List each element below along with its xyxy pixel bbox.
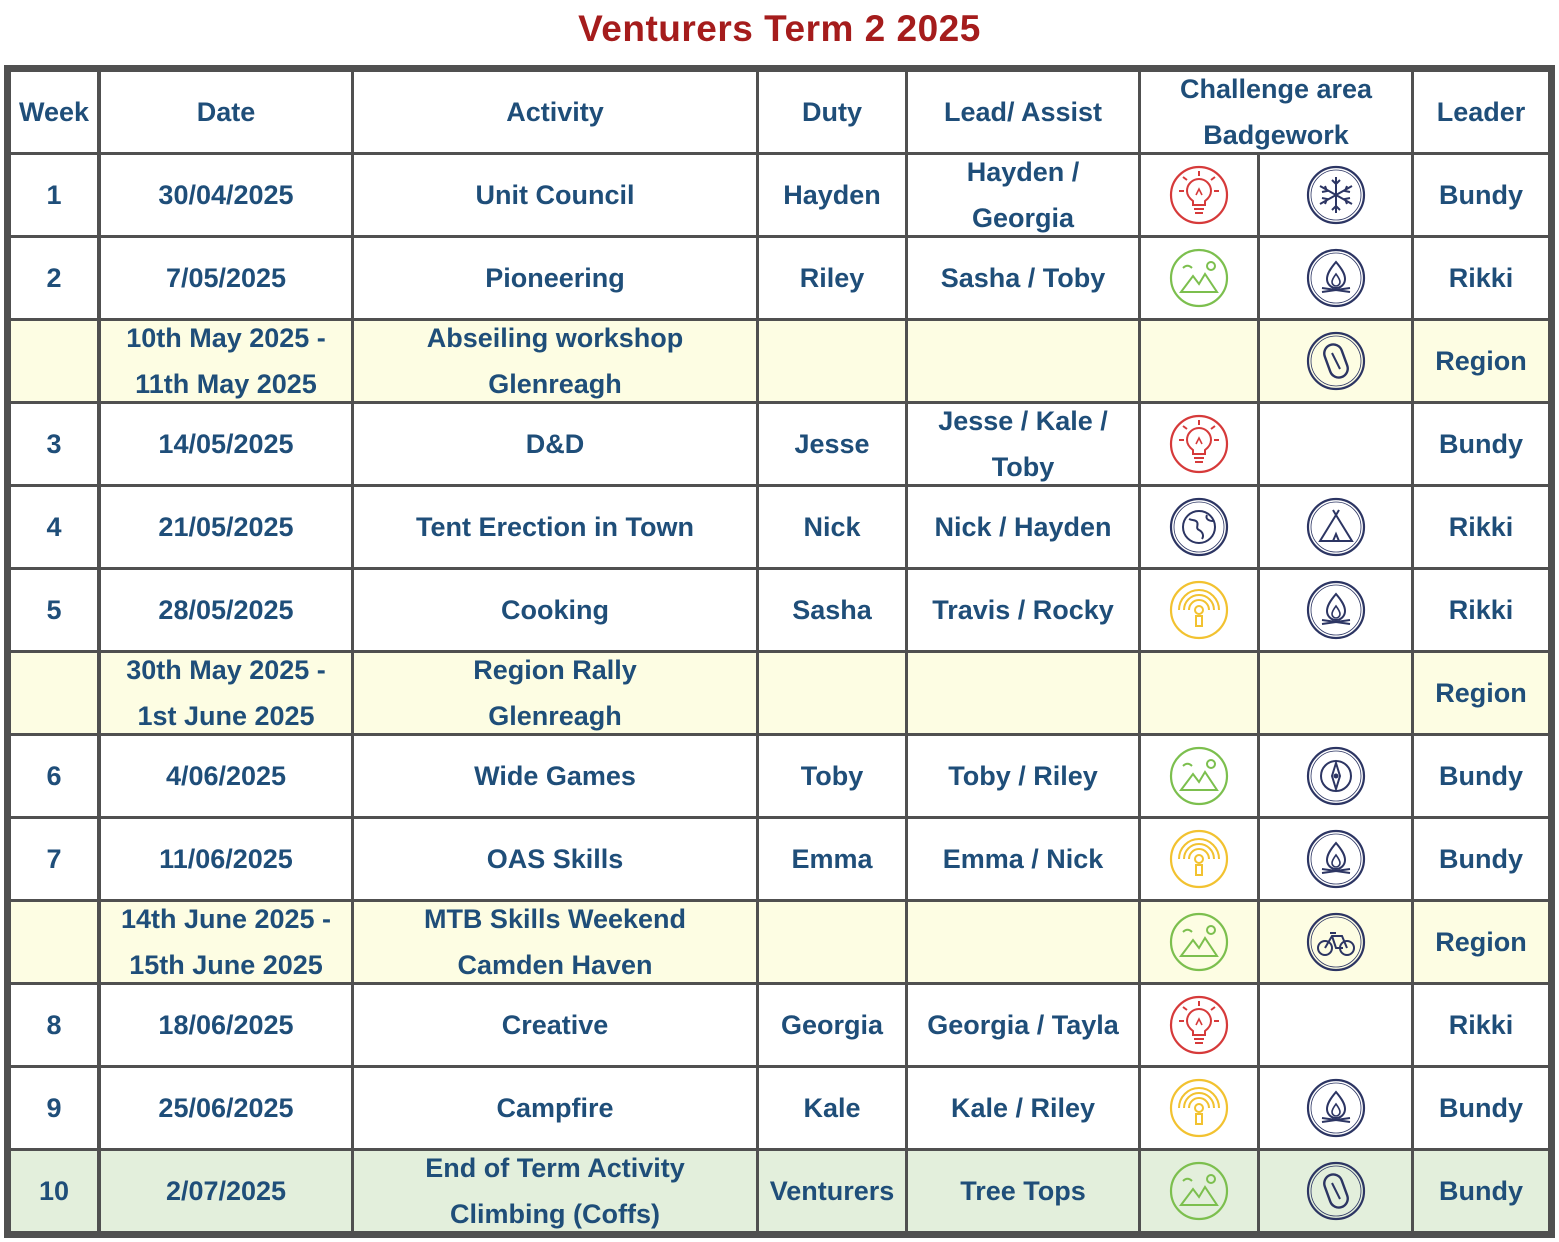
row-10-icon2: [1260, 902, 1411, 982]
row-8-lead: Toby / Riley: [908, 736, 1138, 816]
row-12-week: 9: [11, 1068, 97, 1148]
campfire-icon: [1306, 829, 1366, 889]
row-8-leader: Bundy: [1414, 736, 1548, 816]
row-11-date: 18/06/2025: [101, 985, 351, 1065]
row-10-leader: Region: [1414, 902, 1548, 982]
row-3-date: 10th May 2025 - 11th May 2025: [101, 321, 351, 401]
mountains-icon: [1169, 248, 1229, 308]
row-8-icon1: [1141, 736, 1257, 816]
row-12-duty: Kale: [759, 1068, 905, 1148]
row-12-activity: Campfire: [354, 1068, 756, 1148]
row-1-duty: Hayden: [759, 155, 905, 235]
header-date: Date: [101, 72, 351, 152]
row-7-date: 30th May 2025 - 1st June 2025: [101, 653, 351, 733]
row-3-leader: Region: [1414, 321, 1548, 401]
row-2-icon2: [1260, 238, 1411, 318]
row-1-lead: Hayden / Georgia: [908, 155, 1138, 235]
row-3-activity: Abseiling workshop Glenreagh: [354, 321, 756, 401]
row-6-lead: Travis / Rocky: [908, 570, 1138, 650]
bicycle-icon: [1306, 912, 1366, 972]
row-11-icon2: [1260, 985, 1411, 1065]
row-6-date: 28/05/2025: [101, 570, 351, 650]
row-5-activity: Tent Erection in Town: [354, 487, 756, 567]
row-10-lead: [908, 902, 1138, 982]
row-8-duty: Toby: [759, 736, 905, 816]
schedule-table: [4, 65, 1555, 1238]
row-5-lead: Nick / Hayden: [908, 487, 1138, 567]
row-5-icon2: [1260, 487, 1411, 567]
row-3-week: [11, 321, 97, 401]
mountains-icon: [1169, 1161, 1229, 1221]
row-3-icon1: [1141, 321, 1257, 401]
carabiner-icon: [1306, 1161, 1366, 1221]
row-3-lead: [908, 321, 1138, 401]
row-7-icon2: [1260, 653, 1411, 733]
row-5-date: 21/05/2025: [101, 487, 351, 567]
row-8-date: 4/06/2025: [101, 736, 351, 816]
row-1-icon1: [1141, 155, 1257, 235]
row-7-lead: [908, 653, 1138, 733]
row-12-icon1: [1141, 1068, 1257, 1148]
row-8-week: 6: [11, 736, 97, 816]
person-waves-icon: [1169, 580, 1229, 640]
row-7-activity: Region Rally Glenreagh: [354, 653, 756, 733]
header-duty: Duty: [759, 72, 905, 152]
row-1-icon2: [1260, 155, 1411, 235]
header-leader: Leader: [1414, 72, 1548, 152]
lightbulb-icon: [1169, 414, 1229, 474]
campfire-icon: [1306, 580, 1366, 640]
row-10-activity: MTB Skills Weekend Camden Haven: [354, 902, 756, 982]
row-11-icon1: [1141, 985, 1257, 1065]
row-5-icon1: [1141, 487, 1257, 567]
row-9-date: 11/06/2025: [101, 819, 351, 899]
row-4-date: 14/05/2025: [101, 404, 351, 484]
row-1-activity: Unit Council: [354, 155, 756, 235]
row-7-leader: Region: [1414, 653, 1548, 733]
person-waves-icon: [1169, 829, 1229, 889]
globe-icon: [1169, 497, 1229, 557]
row-10-icon1: [1141, 902, 1257, 982]
row-8-activity: Wide Games: [354, 736, 756, 816]
row-6-activity: Cooking: [354, 570, 756, 650]
row-11-leader: Rikki: [1414, 985, 1548, 1065]
row-5-duty: Nick: [759, 487, 905, 567]
row-9-icon1: [1141, 819, 1257, 899]
row-4-week: 3: [11, 404, 97, 484]
campfire-icon: [1306, 248, 1366, 308]
carabiner-icon: [1306, 331, 1366, 391]
row-1-date: 30/04/2025: [101, 155, 351, 235]
page-title: Venturers Term 2 2025: [578, 8, 981, 49]
row-5-week: 4: [11, 487, 97, 567]
row-2-week: 2: [11, 238, 97, 318]
row-2-duty: Riley: [759, 238, 905, 318]
row-10-duty: [759, 902, 905, 982]
row-10-week: [11, 902, 97, 982]
row-10-date: 14th June 2025 - 15th June 2025: [101, 902, 351, 982]
row-9-duty: Emma: [759, 819, 905, 899]
row-5-leader: Rikki: [1414, 487, 1548, 567]
row-9-icon2: [1260, 819, 1411, 899]
row-2-leader: Rikki: [1414, 238, 1548, 318]
row-12-date: 25/06/2025: [101, 1068, 351, 1148]
row-3-duty: [759, 321, 905, 401]
header-week: Week: [11, 72, 97, 152]
row-6-leader: Rikki: [1414, 570, 1548, 650]
row-13-duty: Venturers: [759, 1151, 905, 1231]
row-13-date: 2/07/2025: [101, 1151, 351, 1231]
row-13-activity: End of Term Activity Climbing (Coffs): [354, 1151, 756, 1231]
mountains-icon: [1169, 746, 1229, 806]
row-9-activity: OAS Skills: [354, 819, 756, 899]
row-2-lead: Sasha / Toby: [908, 238, 1138, 318]
snowflake-icon: [1306, 165, 1366, 225]
row-13-lead: Tree Tops: [908, 1151, 1138, 1231]
row-11-lead: Georgia / Tayla: [908, 985, 1138, 1065]
row-13-icon2: [1260, 1151, 1411, 1231]
row-13-icon1: [1141, 1151, 1257, 1231]
lightbulb-icon: [1169, 165, 1229, 225]
row-11-activity: Creative: [354, 985, 756, 1065]
row-12-icon2: [1260, 1068, 1411, 1148]
row-7-icon1: [1141, 653, 1257, 733]
row-3-icon2: [1260, 321, 1411, 401]
row-9-week: 7: [11, 819, 97, 899]
row-4-icon1: [1141, 404, 1257, 484]
row-7-duty: [759, 653, 905, 733]
row-9-leader: Bundy: [1414, 819, 1548, 899]
row-12-lead: Kale / Riley: [908, 1068, 1138, 1148]
row-8-icon2: [1260, 736, 1411, 816]
header-challenge-area: Challenge area Badgework: [1141, 72, 1411, 152]
row-2-activity: Pioneering: [354, 238, 756, 318]
row-1-week: 1: [11, 155, 97, 235]
row-11-week: 8: [11, 985, 97, 1065]
row-4-leader: Bundy: [1414, 404, 1548, 484]
person-waves-icon: [1169, 1078, 1229, 1138]
lightbulb-icon: [1169, 995, 1229, 1055]
row-4-lead: Jesse / Kale / Toby: [908, 404, 1138, 484]
row-6-icon1: [1141, 570, 1257, 650]
row-13-week: 10: [11, 1151, 97, 1231]
row-6-icon2: [1260, 570, 1411, 650]
header-activity: Activity: [354, 72, 756, 152]
header-lead: Lead/ Assist: [908, 72, 1138, 152]
row-6-week: 5: [11, 570, 97, 650]
row-11-duty: Georgia: [759, 985, 905, 1065]
campfire-icon: [1306, 1078, 1366, 1138]
row-1-leader: Bundy: [1414, 155, 1548, 235]
row-2-icon1: [1141, 238, 1257, 318]
tent-icon: [1306, 497, 1366, 557]
mountains-icon: [1169, 912, 1229, 972]
row-4-duty: Jesse: [759, 404, 905, 484]
row-9-lead: Emma / Nick: [908, 819, 1138, 899]
row-4-icon2: [1260, 404, 1411, 484]
row-13-leader: Bundy: [1414, 1151, 1548, 1231]
row-7-week: [11, 653, 97, 733]
row-12-leader: Bundy: [1414, 1068, 1548, 1148]
row-4-activity: D&D: [354, 404, 756, 484]
row-6-duty: Sasha: [759, 570, 905, 650]
compass-icon: [1306, 746, 1366, 806]
row-2-date: 7/05/2025: [101, 238, 351, 318]
